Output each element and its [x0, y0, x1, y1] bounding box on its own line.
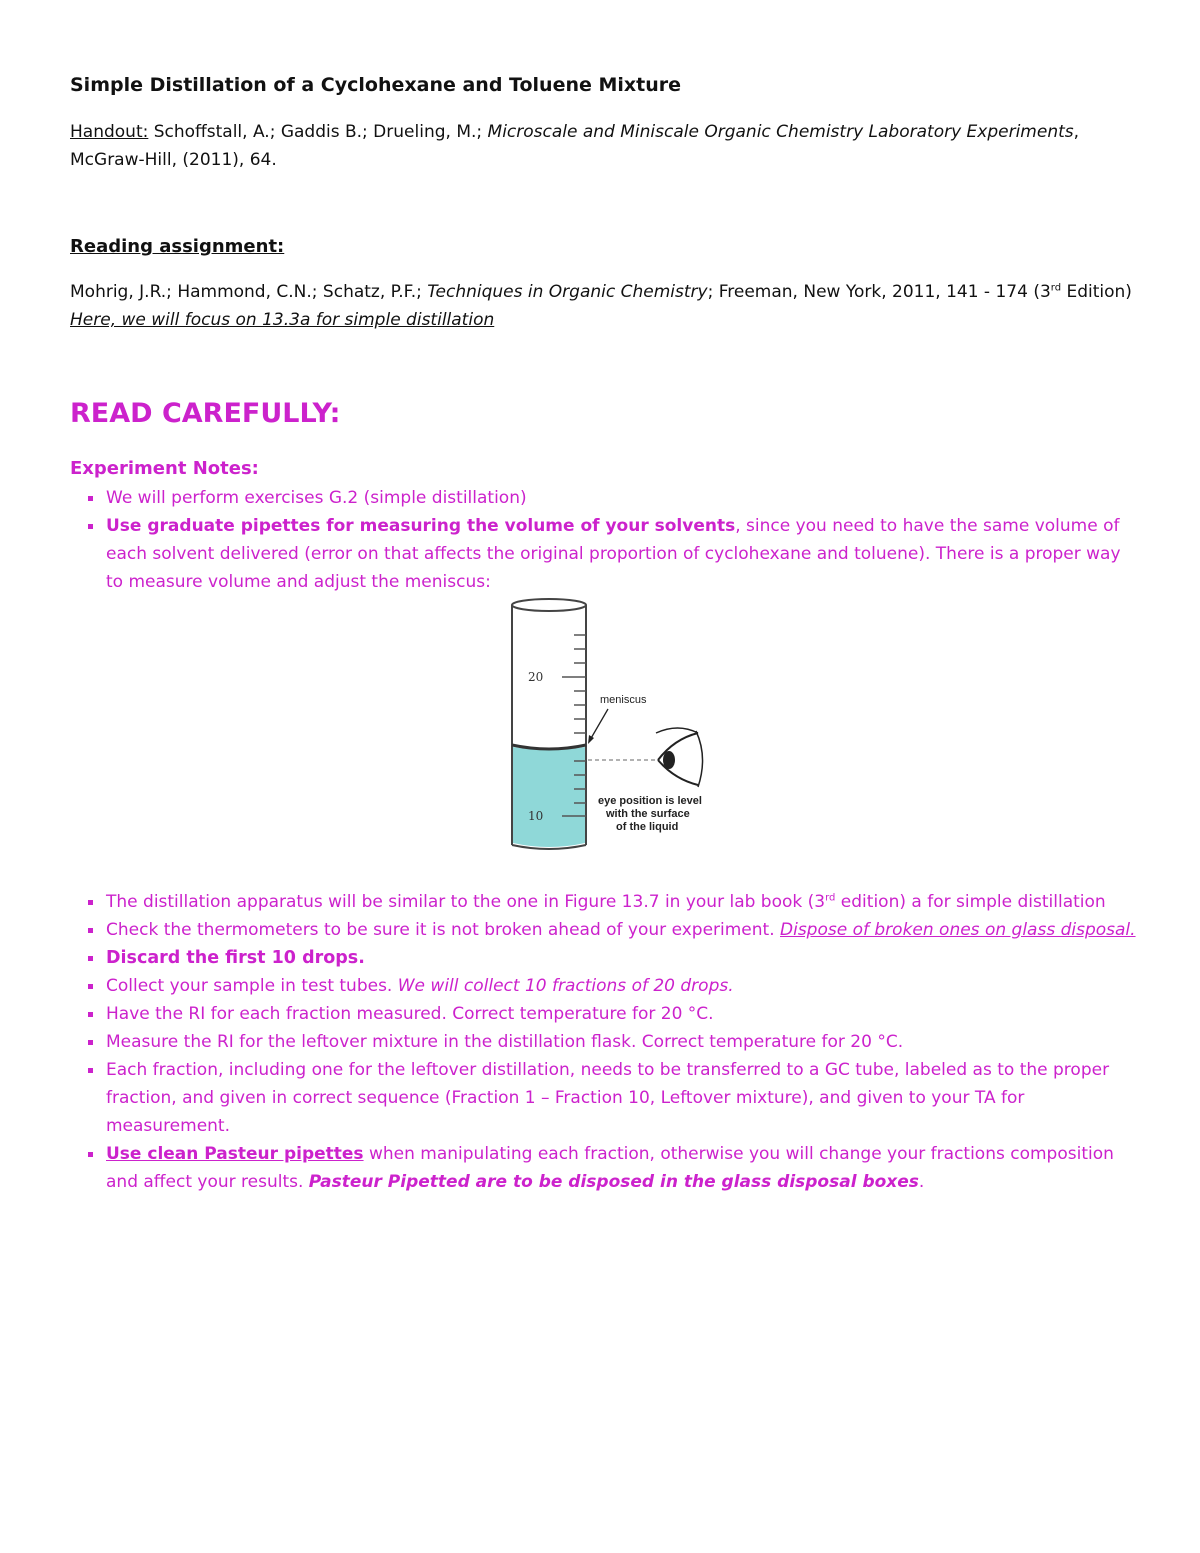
- note-collect: Collect your sample in test tubes.: [106, 976, 398, 996]
- note-apparatus-rest: edition) a for simple distillation: [835, 892, 1106, 912]
- note-dispose-broken: Dispose of broken ones on glass disposal.: [780, 920, 1136, 940]
- list-item: [82, 1056, 1142, 1140]
- note-collect-fractions: We will collect 10 fractions of 20 drops.: [397, 976, 734, 996]
- notes-list-top: [82, 484, 1142, 596]
- bullet-icon: [88, 900, 93, 905]
- note-clean-pipettes: Use clean Pasteur pipettes: [106, 1144, 364, 1164]
- list-item: [82, 512, 1142, 596]
- read-carefully-heading: READ CAREFULLY:: [70, 398, 341, 429]
- note-thermometers: Check the thermometers to be sure it is not broken ahead of your experiment.: [106, 920, 781, 940]
- note-pipette-disposal: Pasteur Pipetted are to be disposed in the glass disposal boxes: [308, 1172, 919, 1192]
- eye-caption-1: eye position is level: [598, 795, 702, 807]
- liquid: [513, 747, 585, 847]
- bullet-icon: [88, 524, 93, 529]
- bullet-icon: [88, 984, 93, 989]
- meniscus-curve: [512, 745, 586, 749]
- tick-label-20: 20: [528, 670, 544, 684]
- notes-list-bottom: [82, 888, 1142, 1196]
- reading-authors: Mohrig, J.R.; Hammond, C.N.; Schatz, P.F.;: [70, 282, 428, 302]
- arrow-head: [588, 735, 594, 744]
- eye-caption-3: of the liquid: [616, 821, 679, 833]
- eye-icon: [656, 728, 703, 787]
- list-item: [82, 972, 1142, 1000]
- note-exercises: We will perform exercises G.2 (simple distillation): [106, 488, 527, 508]
- meniscus-label: meniscus: [600, 694, 647, 706]
- note-apparatus-sup: rd: [825, 892, 836, 904]
- list-item: [82, 888, 1142, 916]
- note-end-period: .: [918, 1172, 925, 1192]
- note-discard: Discard the first 10 drops.: [106, 948, 365, 968]
- list-item: [82, 484, 1142, 512]
- reading-pub: ; Freeman, New York, 2011, 141 - 174 (3: [707, 282, 1051, 302]
- cylinder-top: [512, 599, 586, 611]
- list-item: [82, 1028, 1142, 1056]
- note-pipettes-bold: Use graduate pipettes for measuring the volume of your solvents: [106, 516, 736, 536]
- tick-label-10: 10: [528, 809, 544, 823]
- reading-focus: Here, we will focus on 13.3a for simple distillation: [70, 310, 495, 330]
- list-item: [82, 916, 1142, 944]
- bullet-icon: [88, 956, 93, 961]
- bullet-icon: [88, 1012, 93, 1017]
- eye-caption-2: with the surface: [606, 808, 690, 820]
- reading-edition: Edition): [1061, 282, 1132, 302]
- meniscus-arrow: [590, 709, 608, 740]
- handout-book: Microscale and Miniscale Organic Chemistry Laboratory Experiments: [487, 122, 1074, 142]
- bullet-icon: [88, 496, 93, 501]
- handout-rest: , McGraw-Hill, (2011), 64.: [70, 122, 1080, 170]
- reading-reference: [70, 278, 1150, 334]
- meniscus-figure: [506, 597, 736, 855]
- reading-book: Techniques in Organic Chemistry: [427, 282, 708, 302]
- note-gc-tube: Each fraction, including one for the leftover distillation, needs to be transferred to a GC tube, labeled as to the proper fraction, and given in correct sequence (Fraction 1 – Fraction 10, Leftover mixture), and given to your TA for measurement.: [106, 1060, 1110, 1136]
- bullet-icon: [88, 1152, 93, 1157]
- note-pipettes-rest: , since you need to have the same volume of each solvent delivered (error on that affects the original proportion of cyclohexane and toluene). There is a proper way to measure volume and adjust the meniscus:: [106, 516, 1121, 592]
- note-ri-leftover: Measure the RI for the leftover mixture in the distillation flask. Correct temperature for 20 °C.: [106, 1032, 904, 1052]
- experiment-notes-heading: Experiment Notes:: [70, 458, 259, 479]
- handout-authors: Schoffstall, A.; Gaddis B.; Drueling, M.;: [148, 122, 488, 142]
- bullet-icon: [88, 928, 93, 933]
- bullet-icon: [88, 1040, 93, 1045]
- list-item: [82, 1140, 1142, 1196]
- page-title: Simple Distillation of a Cyclohexane and Toluene Mixture: [70, 74, 682, 96]
- note-apparatus: The distillation apparatus will be similar to the one in Figure 13.7 in your lab book (3: [106, 892, 826, 912]
- handout-reference: [70, 118, 1150, 174]
- list-item: [82, 1000, 1142, 1028]
- handout-label: Handout:: [70, 122, 149, 142]
- note-ri-fraction: Have the RI for each fraction measured. Correct temperature for 20 °C.: [106, 1004, 714, 1024]
- list-item: [82, 944, 1142, 972]
- note-clean-pipettes-rest: when manipulating each fraction, otherwise you will change your fractions composition and affect your results.: [106, 1144, 1114, 1192]
- bullet-icon: [88, 1068, 93, 1073]
- reading-sup: rd: [1050, 282, 1062, 294]
- reading-heading: Reading assignment:: [70, 236, 285, 257]
